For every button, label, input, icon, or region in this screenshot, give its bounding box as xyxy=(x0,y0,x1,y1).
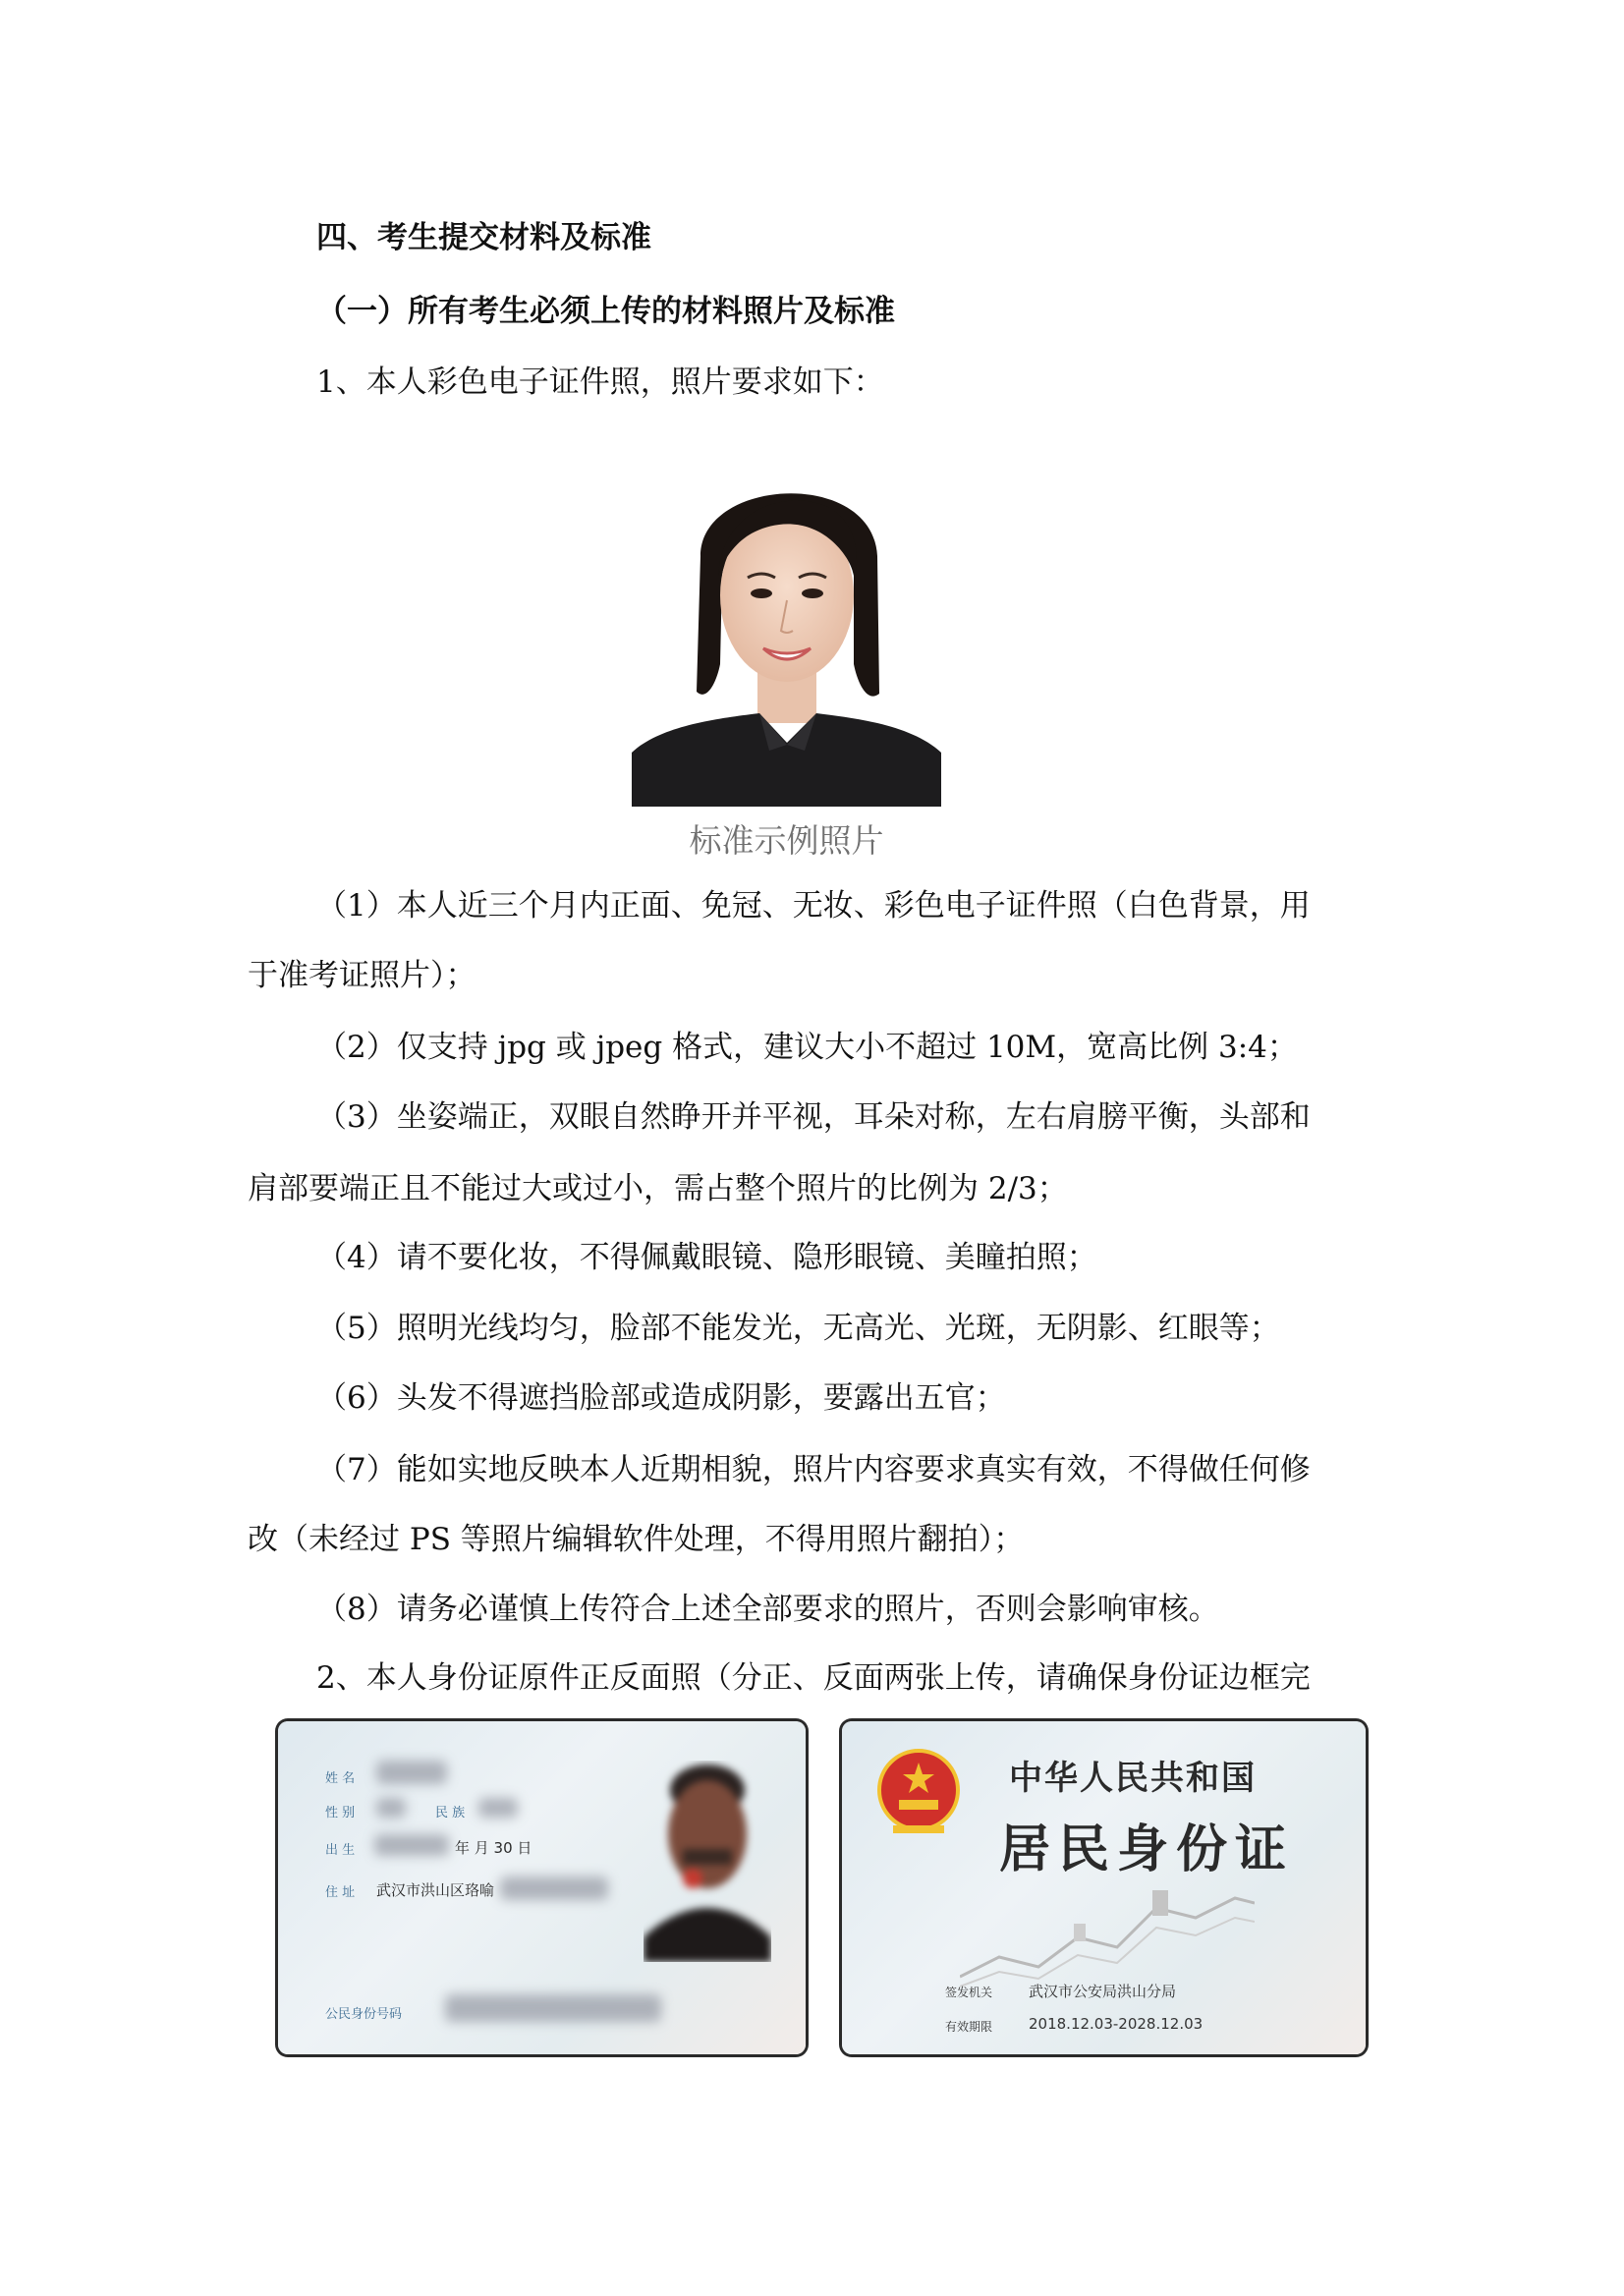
requirement-1-line-1: （1）本人近三个月内正面、免冠、无妆、彩色电子证件照（白色背景，用 xyxy=(316,888,1311,924)
id-back-authority: 武汉市公安局洪山分局 xyxy=(1029,1983,1177,2000)
id-card-front-photo xyxy=(278,1721,806,2054)
id-back-validity: 2018.12.03-2028.12.03 xyxy=(1029,2015,1204,2033)
id-address-partial: 武汉市洪山区珞喻 xyxy=(376,1881,495,1899)
redacted-address xyxy=(500,1876,608,1900)
photo-caption: 标准示例照片 xyxy=(689,821,884,860)
id-label-id-number: 公民身份号码 xyxy=(325,2007,403,2022)
id-label-name: 姓 名 xyxy=(325,1771,356,1786)
item-1-text: 1、本人彩色电子证件照，照片要求如下： xyxy=(316,364,884,400)
requirement-3-line-1: （3）坐姿端正，双眼自然睁开并平视，耳朵对称，左右肩膀平衡，头部和 xyxy=(316,1099,1311,1135)
requirement-4: （4）请不要化妆，不得佩戴眼镜、隐形眼镜、美瞳拍照； xyxy=(316,1240,1097,1275)
redacted-id-number xyxy=(445,1994,661,2022)
id-label-address: 住 址 xyxy=(325,1885,356,1900)
id-card-back-photo xyxy=(842,1721,1366,2054)
requirement-7-line-1: （7）能如实地反映本人近期相貌，照片内容要求真实有效，不得做任何修 xyxy=(316,1452,1311,1487)
redacted-holder-photo xyxy=(644,1761,771,1962)
requirement-1-line-2: 于准考证照片）； xyxy=(248,958,476,993)
redacted-ethnic xyxy=(478,1798,518,1818)
item-2-text: 2、本人身份证原件正反面照（分正、反面两张上传，请确保身份证边框完 xyxy=(316,1660,1311,1696)
national-emblem-icon xyxy=(869,1743,968,1841)
redacted-gender xyxy=(376,1798,406,1818)
great-wall-illustration xyxy=(960,1878,1255,1987)
portrait-illustration xyxy=(632,438,941,807)
requirement-3-line-2: 肩部要端正且不能过大或过小，需占整个照片的比例为 2/3； xyxy=(248,1171,1068,1206)
id-back-label-authority: 签发机关 xyxy=(945,1986,993,1999)
section-heading: 四、考生提交材料及标准 xyxy=(316,220,651,255)
id-birth-partial: 年 月 30 日 xyxy=(455,1839,532,1857)
subsection-heading: （一）所有考生必须上传的材料照片及标准 xyxy=(316,294,895,329)
id-label-ethnic: 民 族 xyxy=(435,1806,466,1820)
id-label-gender: 性 别 xyxy=(325,1806,356,1820)
requirement-2: （2）仅支持 jpg 或 jpeg 格式，建议大小不超过 10M，宽高比例 3:4； xyxy=(316,1030,1298,1065)
requirement-6: （6）头发不得遮挡脸部或造成阴影，要露出五官； xyxy=(316,1380,1006,1416)
redacted-birth-year xyxy=(374,1834,449,1856)
requirement-5: （5）照明光线均匀，脸部不能发光，无高光、光斑，无阴影、红眼等； xyxy=(316,1311,1280,1346)
requirement-8: （8）请务必谨慎上传符合上述全部要求的照片，否则会影响审核。 xyxy=(316,1592,1219,1627)
requirement-7-line-2: 改（未经过 PS 等照片编辑软件处理，不得用照片翻拍）； xyxy=(248,1522,1025,1557)
id-back-card-title: 居民身份证 xyxy=(999,1820,1295,1879)
redacted-name xyxy=(376,1761,447,1784)
id-back-country: 中华人民共和国 xyxy=(1009,1759,1257,1798)
sample-portrait-photo xyxy=(632,438,941,807)
id-label-birth: 出 生 xyxy=(325,1843,356,1858)
id-back-label-validity: 有效期限 xyxy=(945,2020,993,2034)
